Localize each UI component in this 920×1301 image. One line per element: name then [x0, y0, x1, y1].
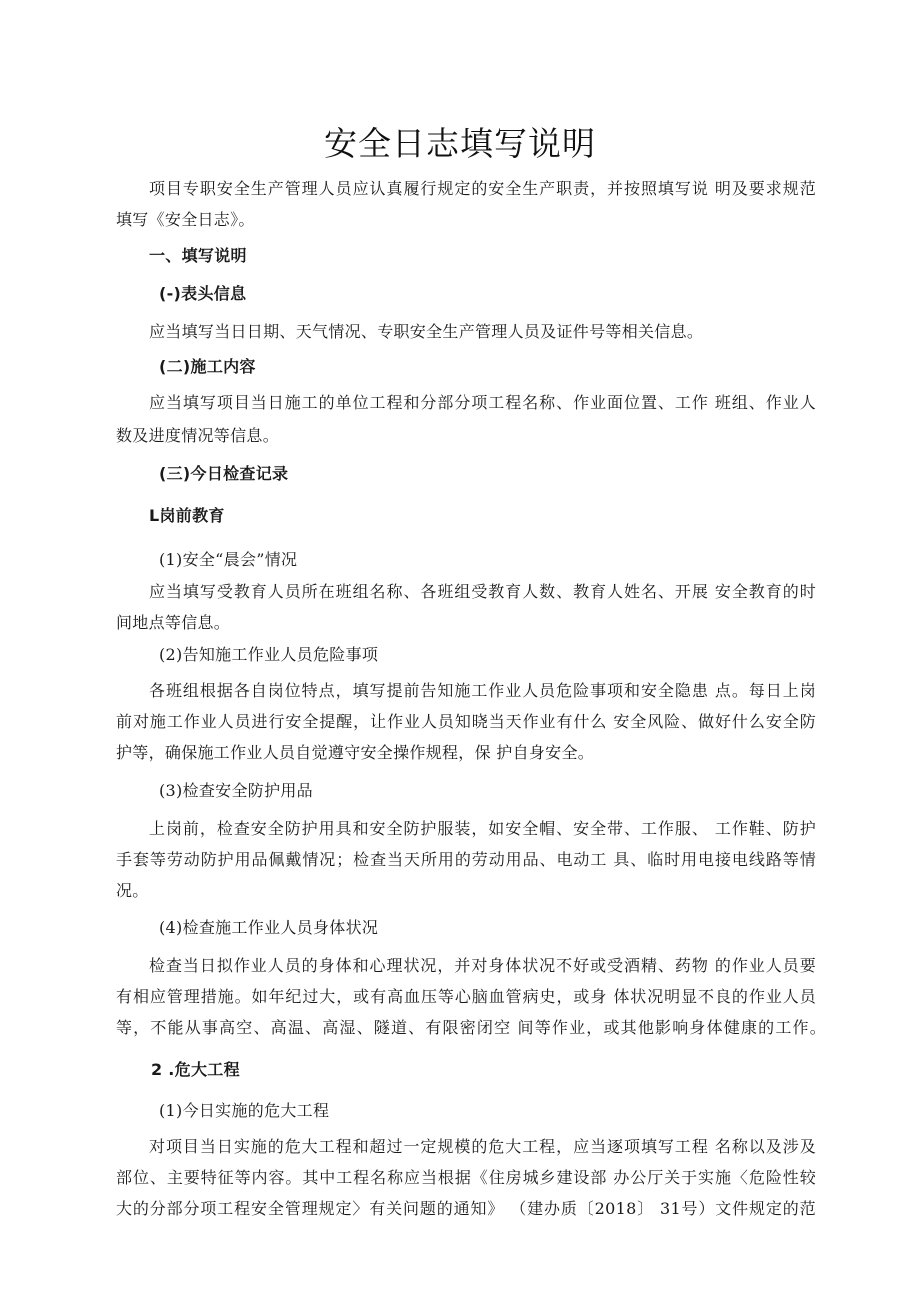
hazard-notice-line-2: 前对施工作业人员进行安全提醒，让作业人员知晓当天作业有什么 安全风险、做好什么安全防: [116, 712, 816, 731]
item-heading-pre-job-education: L岗前教育: [149, 506, 225, 525]
point-heading-todays-major-projects: (1)今日实施的危大工程: [159, 1101, 330, 1120]
protective-gear-line-2: 手套等劳动防护用品佩戴情况；检查当天所用的劳动用品、电动工 具、临时用电接电线路等情: [116, 850, 816, 869]
protective-gear-line-3: 况。: [116, 881, 149, 900]
health-check-line-2: 有相应管理措施。如年纪过大，或有高血压等心脑血管病史，或身 体状况明显不良的作业人员: [116, 987, 816, 1006]
point-heading-protective-gear: (3)检查安全防护用品: [159, 781, 313, 800]
subheading-header-info: (-)表头信息: [159, 284, 247, 303]
subheading-daily-inspection: (三)今日检查记录: [159, 464, 289, 483]
document-title: 安全日志填写说明: [324, 124, 596, 163]
major-projects-line-3: 大的分部分项工程安全管理规定〉有关问题的通知》 （建办质〔2018〕 31号）文件规定的范: [116, 1199, 816, 1218]
section-heading-fill-instructions: 一、填写说明: [149, 246, 247, 265]
subheading-construction-content: (二)施工内容: [159, 357, 256, 376]
intro-line-1: 项目专职安全生产管理人员应认真履行规定的安全生产职责，并按照填写说 明及要求规范: [149, 179, 816, 198]
construction-content-line-1: 应当填写项目当日施工的单位工程和分部分项工程名称、作业面位置、工作 班组、作业人: [149, 393, 816, 412]
major-projects-line-1: 对项目当日实施的危大工程和超过一定规模的危大工程，应当逐项填写工程 名称以及涉及: [149, 1137, 816, 1156]
header-info-line-1: 应当填写当日日期、天气情况、专职安全生产管理人员及证件号等相关信息。: [149, 322, 704, 341]
hazard-notice-line-1: 各班组根据各自岗位特点，填写提前告知施工作业人员危险事项和安全隐患 点。每日上岗: [149, 681, 816, 700]
hazard-notice-line-3: 护等，确保施工作业人员自觉遵守安全操作规程，保 护自身安全。: [116, 743, 595, 762]
health-check-line-3: 等，不能从事高空、高温、高湿、隧道、有限密闭空 间等作业，或其他影响身体健康的工作。: [116, 1018, 826, 1037]
point-heading-hazard-notice: (2)告知施工作业人员危险事项: [159, 645, 379, 664]
health-check-line-1: 检查当日拟作业人员的身体和心理状况，并对身体状况不好或受酒精、药物 的作业人员要: [149, 956, 816, 975]
point-heading-health-check: (4)检查施工作业人员身体状况: [159, 918, 379, 937]
morning-meeting-line-2: 间地点等信息。: [116, 613, 231, 632]
point-heading-morning-meeting: (1)安全“晨会”情况: [159, 550, 298, 569]
major-projects-line-2: 部位、主要特征等内容。其中工程名称应当根据《住房城乡建设部 办公厅关于实施〈危险性较: [116, 1168, 816, 1187]
construction-content-line-2: 数及进度情况等信息。: [116, 426, 280, 445]
morning-meeting-line-1: 应当填写受教育人员所在班组名称、各班组受教育人数、教育人姓名、开展 安全教育的时: [149, 582, 816, 601]
item-heading-major-hazard-projects: 2 .危大工程: [151, 1060, 240, 1079]
intro-line-2: 填写《安全日志》。: [116, 210, 255, 229]
protective-gear-line-1: 上岗前，检查安全防护用具和安全防护服装，如安全帽、安全带、工作服、 工作鞋、防护: [149, 819, 816, 838]
